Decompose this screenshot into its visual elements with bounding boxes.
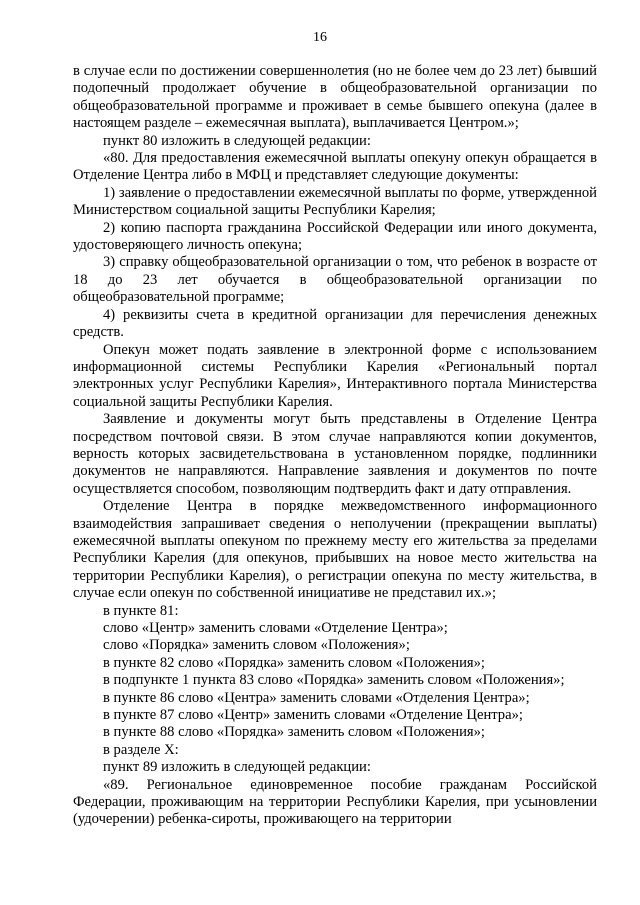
paragraph: в случае если по достижении совершеннолетия (но не более чем до 23 лет) бывший подопечный продолжает обучение в общеобразовательной организации по общеобразовательной программе и проживает в семье бывшего опекуна (далее в настоящем разделе – ежемесячная выплата), выплачивается Центром.»; — [73, 63, 597, 132]
paragraph: 2) копию паспорта гражданина Российской Федерации или иного документа, удостоверяющего личность опекуна; — [73, 219, 597, 254]
paragraph: «89. Региональное единовременное пособие гражданам Российской Федерации, проживающим на территории Республики Карелия, при усыновлении (удочерении) ребенка-сироты, проживающего на территории — [73, 776, 597, 828]
paragraph: слово «Центр» заменить словами «Отделение Центра»; — [103, 620, 448, 636]
paragraph: 1) заявление о предоставлении ежемесячной выплаты по форме, утвержденной Министерством социальной защиты Республики Карелия; — [73, 184, 597, 219]
paragraph: слово «Порядка» заменить словом «Положения»; — [103, 637, 410, 654]
paragraph: в подпункте 1 пункта 83 слово «Порядка» заменить словом «Положения»; — [103, 672, 565, 689]
paragraph: в пункте 88 слово «Порядка» заменить словом «Положения»; — [103, 724, 485, 741]
paragraph: в пункте 87 слово «Центр» заменить словами «Отделение Центра»; — [103, 707, 523, 724]
paragraph: Отделение Центра в порядке межведомственного информационного взаимодействия запрашивает сведения о неполучении (прекращении выплаты) ежемесячной выплаты опекуном по прежнему месту его жительства за пределами Республики Карелия (для опекунов, прибывших на новое место жительства на территории Республики Карелия), о регистрации опекуна по месту жительства, в случае если опекун по собственной инициативе не представил их.»; — [73, 498, 597, 602]
paragraph: пункт 80 изложить в следующей редакции: — [103, 132, 371, 149]
paragraph: в пункте 82 слово «Порядка» заменить словом «Положения»; — [103, 654, 485, 671]
paragraph: в разделе X: — [103, 741, 179, 758]
paragraph: 3) справку общеобразовательной организации о том, что ребенок в возрасте от 18 до 23 лет обучается в общеобразовательной организации по общеобразовательной программе; — [73, 254, 597, 306]
paragraph: пункт 89 изложить в следующей редакции: — [103, 759, 371, 776]
paragraph: «80. Для предоставления ежемесячной выплаты опекуну опекун обращается в Отделение Центра либо в МФЦ и представляет следующие документы: — [73, 150, 597, 184]
paragraph: Опекун может подать заявление в электронной форме с использованием информационной системы Республики Карелия «Региональный портал электронных услуг Республики Карелия», Интерактивного портала Министерства социальной защиты Республики Карелия. — [73, 341, 597, 410]
page-number: 16 — [313, 30, 327, 45]
paragraph: 4) реквизиты счета в кредитной организации для перечисления денежных средств. — [73, 306, 597, 341]
document-body — [73, 63, 597, 829]
paragraph: в пункте 86 слово «Центра» заменить словами «Отделения Центра»; — [103, 689, 530, 706]
paragraph: в пункте 81: — [103, 602, 179, 619]
paragraph: Заявление и документы могут быть представлены в Отделение Центра посредством почтовой связи. В этом случае направляются копии документов, верность которых засвидетельствована в установленном порядке, подлинники документов не направляются. Направление заявления и документов по почте осуществляется способом, позволяющим подтвердить факт и дату отправления. — [73, 411, 597, 497]
